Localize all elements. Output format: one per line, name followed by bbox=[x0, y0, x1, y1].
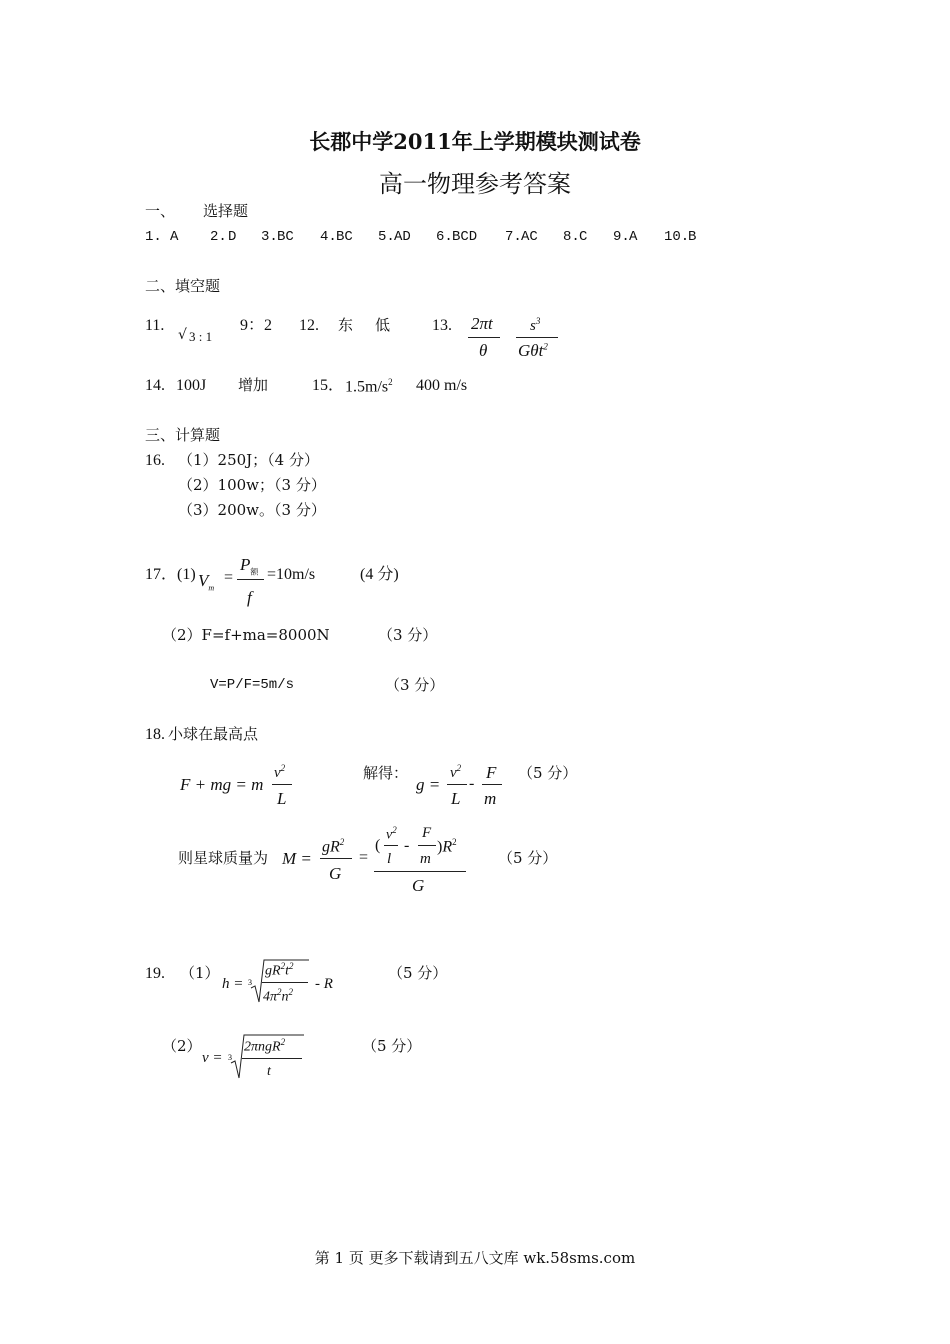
svg-text:3: 3 bbox=[228, 1053, 232, 1062]
fraction-bar bbox=[447, 784, 467, 785]
q18-v2-inner: $v^2$ bbox=[386, 825, 397, 843]
section3-heading: 三、计算题 bbox=[145, 426, 221, 444]
q12-answer-b: 低 bbox=[375, 316, 391, 334]
page-title: 长郡中学2011年上学期模块测试卷 bbox=[309, 129, 641, 154]
section1-heading-label: 选择题 bbox=[203, 202, 249, 220]
q16-line: （2）100w；（3 分） bbox=[178, 476, 326, 494]
q17-f: f bbox=[247, 588, 252, 607]
q17-equals: = bbox=[224, 569, 234, 586]
choice-ans: BC bbox=[277, 229, 294, 245]
q13-fraction1-numerator: 2πt bbox=[471, 314, 493, 333]
fraction-bar bbox=[262, 982, 308, 983]
choice-num: 5. bbox=[378, 229, 395, 245]
q18-f: F bbox=[486, 763, 497, 782]
q18-l-inner: l bbox=[387, 851, 392, 867]
choice-ans: AD bbox=[394, 229, 411, 245]
choice-ans: BC bbox=[336, 229, 353, 245]
q11-ratio: 3 : 1 bbox=[189, 329, 213, 344]
q17-score: (4 分) bbox=[360, 566, 399, 583]
svg-text:3: 3 bbox=[248, 978, 252, 987]
choice-num: 4. bbox=[320, 229, 337, 245]
q13-fraction1-denominator: θ bbox=[479, 341, 488, 360]
q18-g-den2: G bbox=[412, 876, 425, 895]
q18-g-den: G bbox=[329, 864, 342, 883]
q18-m: m bbox=[484, 789, 497, 808]
q11-answer-b: 9：2 bbox=[240, 317, 273, 334]
choice-ans: AC bbox=[521, 229, 538, 245]
q17-p: $P_额$ bbox=[240, 555, 259, 577]
choice-num: 3. bbox=[261, 229, 278, 245]
choice-num: 10. bbox=[664, 229, 690, 245]
q17-score: （3 分） bbox=[378, 626, 438, 644]
page-subtitle: 高一物理参考答案 bbox=[379, 170, 571, 198]
q18-l: L bbox=[451, 789, 461, 808]
q17-line3: V=P/F=5m/s bbox=[210, 677, 295, 693]
q19-score: （5 分） bbox=[362, 1037, 422, 1055]
q14-answer-b: 增加 bbox=[238, 376, 269, 394]
fraction-bar bbox=[516, 337, 558, 338]
q19-v-denominator: t bbox=[267, 1064, 271, 1079]
q11-number: 11. bbox=[145, 317, 165, 334]
fraction-bar bbox=[237, 579, 264, 580]
paren-open: ( bbox=[375, 837, 381, 854]
q15-answer-a: $1.5m/s^2$ bbox=[345, 377, 393, 396]
fraction-bar bbox=[374, 871, 466, 872]
minus-sign: - bbox=[469, 775, 475, 792]
choice-ans: D bbox=[228, 229, 237, 245]
q13-fraction2-denominator: Gθt$^2$ bbox=[518, 341, 548, 360]
choice-num: 7. bbox=[505, 229, 522, 245]
q18-v2: $v^2$ bbox=[274, 763, 286, 781]
q18-v2: $v^2$ bbox=[450, 763, 462, 781]
q15-answer-b: 400 m/s bbox=[416, 377, 468, 394]
q19-h-denominator: $4\pi^2n^2$ bbox=[263, 987, 294, 1005]
section1-heading: 一、 bbox=[145, 202, 176, 220]
choice-ans: C bbox=[579, 229, 588, 245]
choice-num: 6. bbox=[436, 229, 453, 245]
q14-number: 14. bbox=[145, 377, 165, 394]
q18-score: （5 分） bbox=[498, 849, 558, 867]
q17-line2: （2）F=f+ma=8000N bbox=[162, 626, 330, 644]
q18-g: g = bbox=[416, 775, 441, 794]
q18-mass-text: 则星球质量为 bbox=[178, 849, 269, 867]
q18-eq1-left: F + mg = m bbox=[180, 775, 264, 794]
fraction-bar bbox=[384, 845, 398, 846]
section2-heading: 二、填空题 bbox=[145, 277, 221, 295]
q18-m-inner: m bbox=[420, 851, 431, 867]
q13-number: 13. bbox=[432, 317, 452, 334]
q18-m-eq: M = bbox=[282, 849, 312, 868]
q18-gr2: $gR^2$ bbox=[322, 837, 345, 856]
q18-intro: 小球在最高点 bbox=[168, 725, 259, 743]
fraction-bar bbox=[242, 1058, 302, 1059]
q12-answer-a: 东 bbox=[338, 316, 354, 334]
q16-line: （3）200w。（3 分） bbox=[178, 501, 326, 519]
equals-sign: = bbox=[359, 849, 369, 866]
fraction-bar bbox=[468, 337, 500, 338]
q19-part1: （1） bbox=[180, 964, 220, 982]
q18-f-inner: F bbox=[422, 825, 432, 841]
q16-line: （1）250J；（4 分） bbox=[178, 451, 319, 469]
q14-answer-a: 100J bbox=[176, 377, 207, 394]
q19-h-numerator: $gR^2t^2$ bbox=[265, 961, 294, 979]
sqrt-icon: √ bbox=[178, 327, 187, 343]
fraction-bar bbox=[272, 784, 292, 785]
q19-h: h = bbox=[222, 976, 244, 992]
q15-number: 15． bbox=[312, 377, 345, 394]
choice-num: 1. bbox=[145, 229, 162, 245]
choice-num: 2. bbox=[210, 229, 227, 245]
q18-score: （5 分） bbox=[518, 764, 578, 782]
fraction-bar bbox=[320, 858, 352, 859]
q19-minus-r: - R bbox=[315, 976, 333, 992]
choice-ans: BCD bbox=[452, 229, 478, 245]
q18-solve: 解得： bbox=[363, 764, 409, 782]
q13-fraction2-numerator: $s^3$ bbox=[530, 316, 541, 334]
q19-v-numerator: 2πngR$^2$ bbox=[244, 1037, 286, 1055]
choice-ans: A bbox=[629, 229, 638, 245]
fraction-bar bbox=[418, 845, 436, 846]
q17-number: 17．(1) bbox=[145, 566, 196, 583]
q19-number: 19. bbox=[145, 965, 165, 982]
choice-ans: B bbox=[688, 229, 697, 245]
choice-num: 8. bbox=[563, 229, 580, 245]
q19-score: （5 分） bbox=[388, 964, 448, 982]
q18-l: L bbox=[277, 789, 287, 808]
q16-number: 16. bbox=[145, 452, 165, 469]
q18-number: 18. bbox=[145, 726, 165, 743]
q17-v: $V_m$ bbox=[198, 571, 215, 593]
q12-number: 12. bbox=[299, 317, 319, 334]
q17-result: =10m/s bbox=[267, 566, 316, 583]
q19-v: v = bbox=[202, 1050, 223, 1066]
minus-sign: - bbox=[404, 837, 410, 854]
q19-part2: （2） bbox=[162, 1037, 202, 1055]
choice-ans: A bbox=[170, 229, 179, 245]
choice-num: 9. bbox=[613, 229, 630, 245]
fraction-bar bbox=[482, 784, 502, 785]
q17-score: （3 分） bbox=[385, 676, 445, 694]
q18-r2-inner: )$R^2$ bbox=[437, 837, 457, 856]
page-footer: 第 1 页 更多下载请到五八文库 wk.58sms.com bbox=[314, 1249, 636, 1267]
